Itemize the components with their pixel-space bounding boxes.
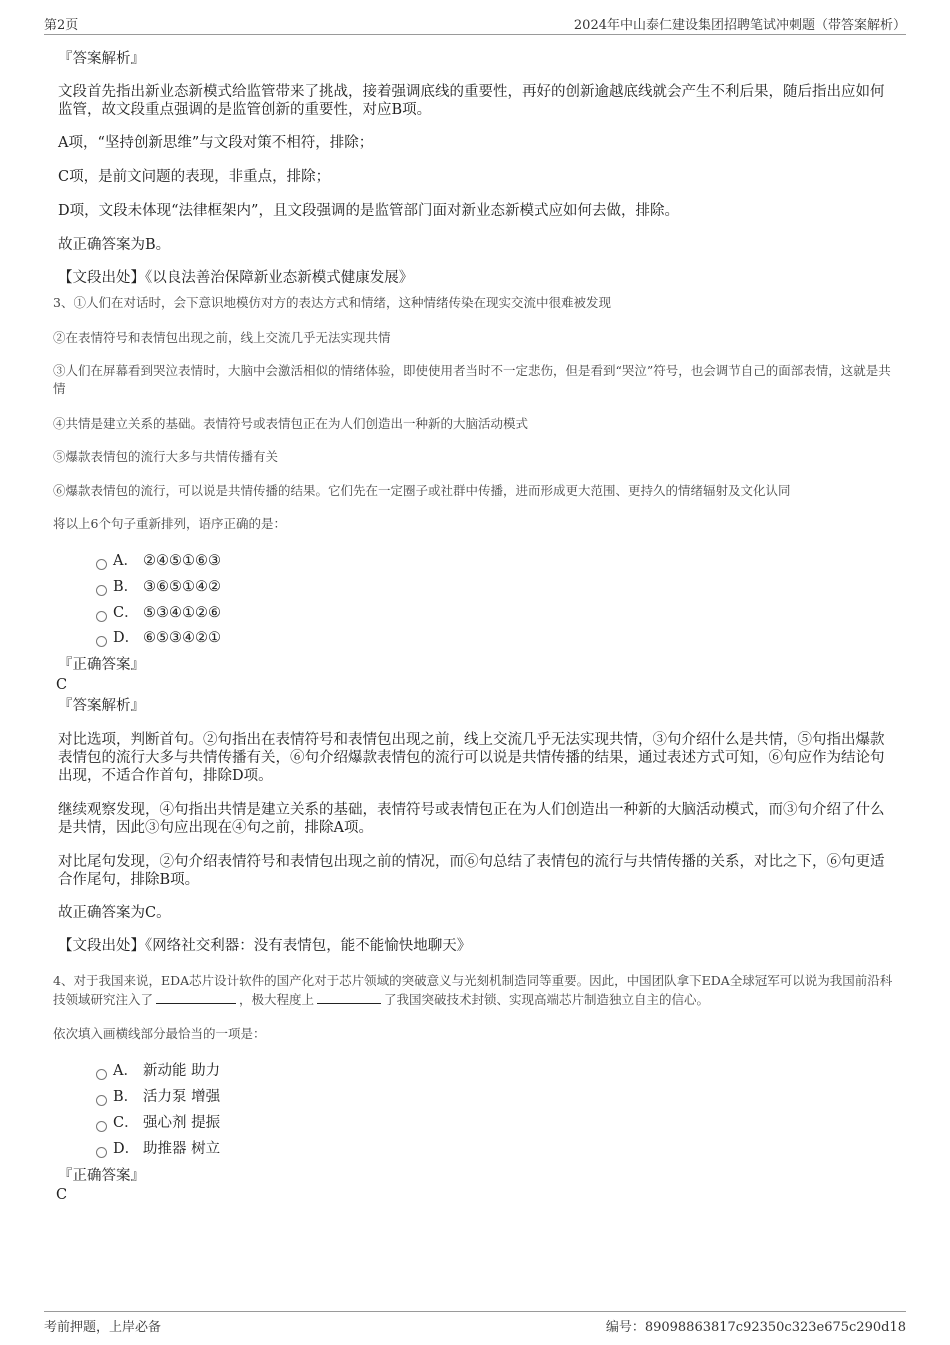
radio-icon[interactable] [96,1121,107,1132]
option-d[interactable]: D． 助推器 树立 [96,1140,220,1158]
option-b[interactable]: B． ③⑥⑤①④② [96,578,221,596]
analysis-paragraph: 对比选项，判断首句。②句指出在表情符号和表情包出现之前，线上交流几乎无法实现共情，③句介绍什么是共情，⑤句指出爆款表情包的流行大多与共情传播有关，⑥句介绍爆款表情包的流行可以说是共情传播的结果，通过表述方式可知，⑥句应作为结论句出现，不适合作首句，排除D项。 [58,732,885,784]
radio-icon[interactable] [96,1069,107,1080]
document-code: 编号：89098863817c92350c323e675c290d18 [605,1320,906,1335]
analysis-paragraph: 继续观察发现，④句指出共情是建立关系的基础，表情符号或表情包正在为人们创造出一种新的大脑活动模式，而③句介绍了什么是共情，因此③句应出现在④句之前，排除A项。 [58,802,885,836]
analysis-paragraph: C项，是前文问题的表现，非重点，排除； [58,169,331,185]
correct-answer-label: 『正确答案』 [58,657,145,673]
option-c[interactable]: C． 强心剂 提振 [96,1114,220,1132]
option-a[interactable]: A． ②④⑤①⑥③ [96,552,221,570]
page-number: 第2页 [44,18,79,33]
question-3-prompt: 将以上6个句子重新排列，语序正确的是： [53,516,286,531]
fill-blank-1[interactable] [156,990,236,1004]
analysis-paragraph: D项，文段未体现“法律框架内”，且文段强调的是监管部门面对新业态新模式应如何去做，排除。 [58,203,679,219]
analysis-paragraph: 文段首先指出新业态新模式给监管带来了挑战，接着强调底线的重要性，再好的创新逾越底线就会产生不利后果，随后指出应如何监管，故文段重点强调的是监管创新的重要性，对应B项。 [58,84,885,118]
option-d[interactable]: D． ⑥⑤③④②① [96,629,221,647]
question-3-sentence-4: ④共情是建立关系的基础。表情符号或表情包正在为人们创造出一种新的大脑活动模式 [53,416,529,431]
analysis-paragraph: A项，“坚持创新思维”与文段对策不相符，排除； [58,135,374,151]
question-4-stem: 4、对于我国来说，EDA芯片设计软件的国产化对于芯片领域的突破意义与光刻机制造同等重要。因此，中国团队拿下EDA全球冠军可以说为我国前沿科技领域研究注入了 ，极大程度上 了我国突破技术封锁、实现高端芯片制造独立自主的信心。 [53,973,893,1007]
radio-icon[interactable] [96,611,107,622]
correct-answer-label: 『正确答案』 [58,1168,145,1184]
radio-icon[interactable] [96,585,107,596]
question-3-sentence-6: ⑥爆款表情包的流行，可以说是共情传播的结果。它们先在一定圈子或社群中传播，进而形成更大范围、更持久的情绪辐射及文化认同 [53,483,791,498]
radio-icon[interactable] [96,559,107,570]
document-title: 2024年中山泰仁建设集团招聘笔试冲刺题（带答案解析） [573,18,906,33]
radio-icon[interactable] [96,636,107,647]
correct-answer: C [56,677,68,693]
page-header [44,14,906,35]
page-footer [44,1311,906,1334]
option-b[interactable]: B． 活力泵 增强 [96,1088,220,1106]
radio-icon[interactable] [96,1147,107,1158]
analysis-label: 『答案解析』 [58,51,145,67]
question-3-sentence-1: 3、①人们在对话时，会下意识地模仿对方的表达方式和情绪，这种情绪传染在现实交流中很难被发现 [53,295,611,310]
radio-icon[interactable] [96,1095,107,1106]
fill-blank-2[interactable] [317,990,381,1004]
analysis-label: 『答案解析』 [58,698,145,714]
analysis-paragraph: 对比尾句发现，②句介绍表情符号和表情包出现之前的情况，而⑥句总结了表情包的流行与共情传播的关系，对比之下，⑥句更适合作尾句，排除B项。 [58,854,885,888]
option-c[interactable]: C． ⑤③④①②⑥ [96,604,221,622]
question-3-sentence-3: ③人们在屏幕看到哭泣表情时，大脑中会激活相似的情绪体验，即使使用者当时不一定悲伤，但是看到“哭泣”符号，也会调节自己的面部表情，这就是共情 [53,363,891,396]
question-3-sentence-2: ②在表情符号和表情包出现之前，线上交流几乎无法实现共情 [53,330,391,345]
correct-answer: C [56,1187,68,1203]
question-3-sentence-5: ⑤爆款表情包的流行大多与共情传播有关 [53,449,279,464]
source-citation: 【文段出处】《以良法善治保障新业态新模式健康发展》 [58,270,414,286]
question-4-prompt: 依次填入画横线部分最恰当的一项是： [53,1026,266,1041]
footer-slogan: 考前押题，上岸必备 [44,1320,162,1335]
option-a[interactable]: A． 新动能 助力 [96,1062,220,1080]
source-citation: 【文段出处】《网络社交利器：没有表情包，能不能愉快地聊天》 [58,938,472,954]
analysis-conclusion: 故正确答案为B。 [58,237,171,253]
analysis-conclusion: 故正确答案为C。 [58,905,171,921]
